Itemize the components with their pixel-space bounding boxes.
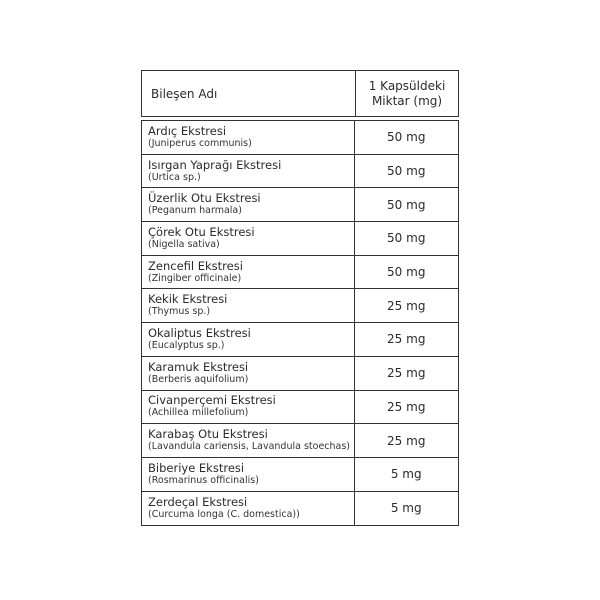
- ingredient-table: [141, 70, 459, 526]
- ingredient-name: Zencefil Ekstresi: [148, 258, 243, 273]
- ingredient-amount: 50 mg: [387, 130, 426, 145]
- ingredient-latin-name: (Rosmarinus officinalis): [148, 474, 259, 486]
- ingredient-name: Üzerlik Otu Ekstresi: [148, 191, 261, 206]
- ingredient-latin-name: (Curcuma longa (C. domestica)): [148, 508, 300, 520]
- ingredient-name: Karamuk Ekstresi: [148, 359, 249, 374]
- ingredient-cell: [142, 222, 355, 255]
- ingredient-latin-name: (Nigella sativa): [148, 238, 220, 250]
- ingredient-amount: 25 mg: [387, 399, 426, 414]
- ingredient-latin-name: (Juniperus communis): [148, 137, 252, 149]
- header-amount-line2: Miktar (mg): [371, 93, 443, 108]
- table-row: [142, 289, 458, 323]
- ingredient-amount: 5 mg: [390, 467, 422, 482]
- ingredient-cell: [142, 492, 355, 526]
- table-body: [141, 120, 459, 526]
- ingredient-latin-name: (Urtica sp.): [148, 171, 201, 183]
- ingredient-amount: 25 mg: [387, 366, 426, 381]
- ingredient-amount: 25 mg: [387, 332, 426, 347]
- ingredient-cell: [142, 121, 355, 154]
- ingredient-latin-name: (Lavandula cariensis, Lavandula stoechas): [148, 441, 351, 453]
- ingredient-name: Karabaş Otu Ekstresi: [148, 427, 268, 442]
- table-row: [142, 391, 458, 425]
- ingredient-cell: [142, 188, 355, 221]
- ingredient-latin-name: (Achillea millefolium): [148, 407, 249, 419]
- ingredient-latin-name: (Peganum harmala): [148, 205, 242, 217]
- ingredient-cell: [142, 424, 355, 457]
- table-row: [142, 222, 458, 256]
- ingredient-latin-name: (Berberis aquifolium): [148, 373, 249, 385]
- ingredient-latin-name: (Thymus sp.): [148, 306, 211, 318]
- ingredient-amount: 50 mg: [387, 265, 426, 280]
- ingredient-name: Okaliptus Ekstresi: [148, 325, 251, 340]
- ingredient-amount: 25 mg: [387, 298, 426, 313]
- header-amount: [356, 71, 458, 116]
- ingredient-amount: 5 mg: [390, 501, 422, 516]
- ingredient-name: Isırgan Yaprağı Ekstresi: [148, 157, 282, 172]
- ingredient-name: Civanperçemi Ekstresi: [148, 393, 276, 408]
- ingredient-name: Kekik Ekstresi: [148, 292, 228, 307]
- table-row: [142, 492, 458, 526]
- header-ingredient-name: Bileşen Adı: [142, 71, 356, 116]
- header-amount-line1: 1 Kapsüldeki: [368, 78, 446, 93]
- table-row: [142, 188, 458, 222]
- ingredient-cell: [142, 155, 355, 188]
- ingredient-amount: 25 mg: [387, 433, 426, 448]
- table-row: [142, 357, 458, 391]
- ingredient-latin-name: (Zingiber officinale): [148, 272, 242, 284]
- ingredient-cell: [142, 357, 355, 390]
- ingredient-amount: 50 mg: [387, 164, 426, 179]
- ingredient-amount: 50 mg: [387, 197, 426, 212]
- ingredient-name: Zerdeçal Ekstresi: [148, 494, 248, 509]
- table-row: [142, 256, 458, 290]
- table-row: [142, 323, 458, 357]
- ingredient-cell: [142, 256, 355, 289]
- ingredient-cell: [142, 289, 355, 322]
- table-row: [142, 121, 458, 155]
- ingredient-cell: [142, 391, 355, 424]
- table-row: [142, 155, 458, 189]
- table-row: [142, 424, 458, 458]
- ingredient-amount: 50 mg: [387, 231, 426, 246]
- table-header: [141, 70, 459, 117]
- table-row: [142, 458, 458, 492]
- ingredient-name: Ardıç Ekstresi: [148, 123, 227, 138]
- ingredient-cell: [142, 323, 355, 356]
- ingredient-name: Çörek Otu Ekstresi: [148, 224, 255, 239]
- ingredient-latin-name: (Eucalyptus sp.): [148, 339, 225, 351]
- ingredient-name: Biberiye Ekstresi: [148, 460, 245, 475]
- ingredient-cell: [142, 458, 355, 491]
